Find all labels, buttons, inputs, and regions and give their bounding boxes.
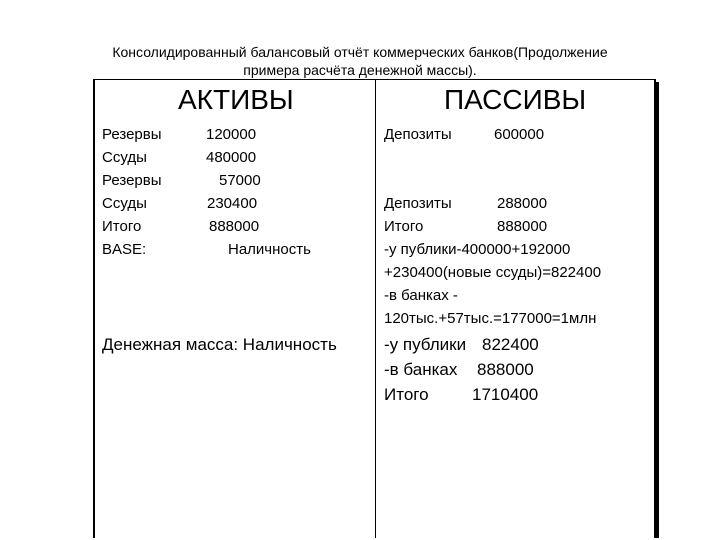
asset-value: 480000 bbox=[206, 149, 257, 166]
note-line: 120тыс.+57тыс.=177000=1млн bbox=[384, 310, 597, 327]
asset-value: 888000 bbox=[209, 218, 260, 235]
liability-label: Депозиты bbox=[384, 195, 452, 212]
asset-label: BASE: bbox=[102, 241, 147, 258]
summary-label: -у публики bbox=[384, 335, 467, 354]
asset-label: Ссуды bbox=[102, 195, 147, 212]
money-supply-label: Денежная масса: Наличность bbox=[102, 335, 337, 354]
asset-value: Наличность bbox=[228, 241, 311, 258]
asset-value: 57000 bbox=[219, 172, 261, 189]
liability-value: 888000 bbox=[497, 218, 548, 235]
summary-value: 888000 bbox=[477, 360, 534, 379]
asset-label: Резервы bbox=[102, 172, 162, 189]
liability-label: Депозиты bbox=[384, 126, 452, 143]
column-divider bbox=[375, 79, 376, 538]
asset-label: Итого bbox=[102, 218, 142, 235]
asset-label: Ссуды bbox=[102, 149, 147, 166]
assets-header: АКТИВЫ bbox=[178, 84, 294, 115]
liability-value: 288000 bbox=[497, 195, 548, 212]
summary-value: 822400 bbox=[482, 335, 539, 354]
liabilities-header: ПАССИВЫ bbox=[444, 84, 587, 115]
summary-label: Итого bbox=[384, 385, 429, 404]
note-line: +230400(новые ссуды)=822400 bbox=[384, 264, 602, 281]
liability-label: Итого bbox=[384, 218, 424, 235]
table-right-border-shadow bbox=[656, 82, 659, 538]
liability-value: 600000 bbox=[494, 126, 545, 143]
asset-value: 120000 bbox=[206, 126, 257, 143]
asset-value: 230400 bbox=[207, 195, 258, 212]
asset-label: Резервы bbox=[102, 126, 162, 143]
title-line-1: Консолидированный балансовый отчёт коммерческих банков(Продолжение bbox=[112, 44, 608, 60]
note-line: -у публики-400000+192000 bbox=[384, 241, 571, 258]
note-line: -в банках - bbox=[384, 287, 458, 304]
title-line-2: примера расчёта денежной массы). bbox=[243, 62, 477, 78]
summary-value: 1710400 bbox=[472, 385, 539, 404]
summary-label: -в банках bbox=[384, 360, 458, 379]
